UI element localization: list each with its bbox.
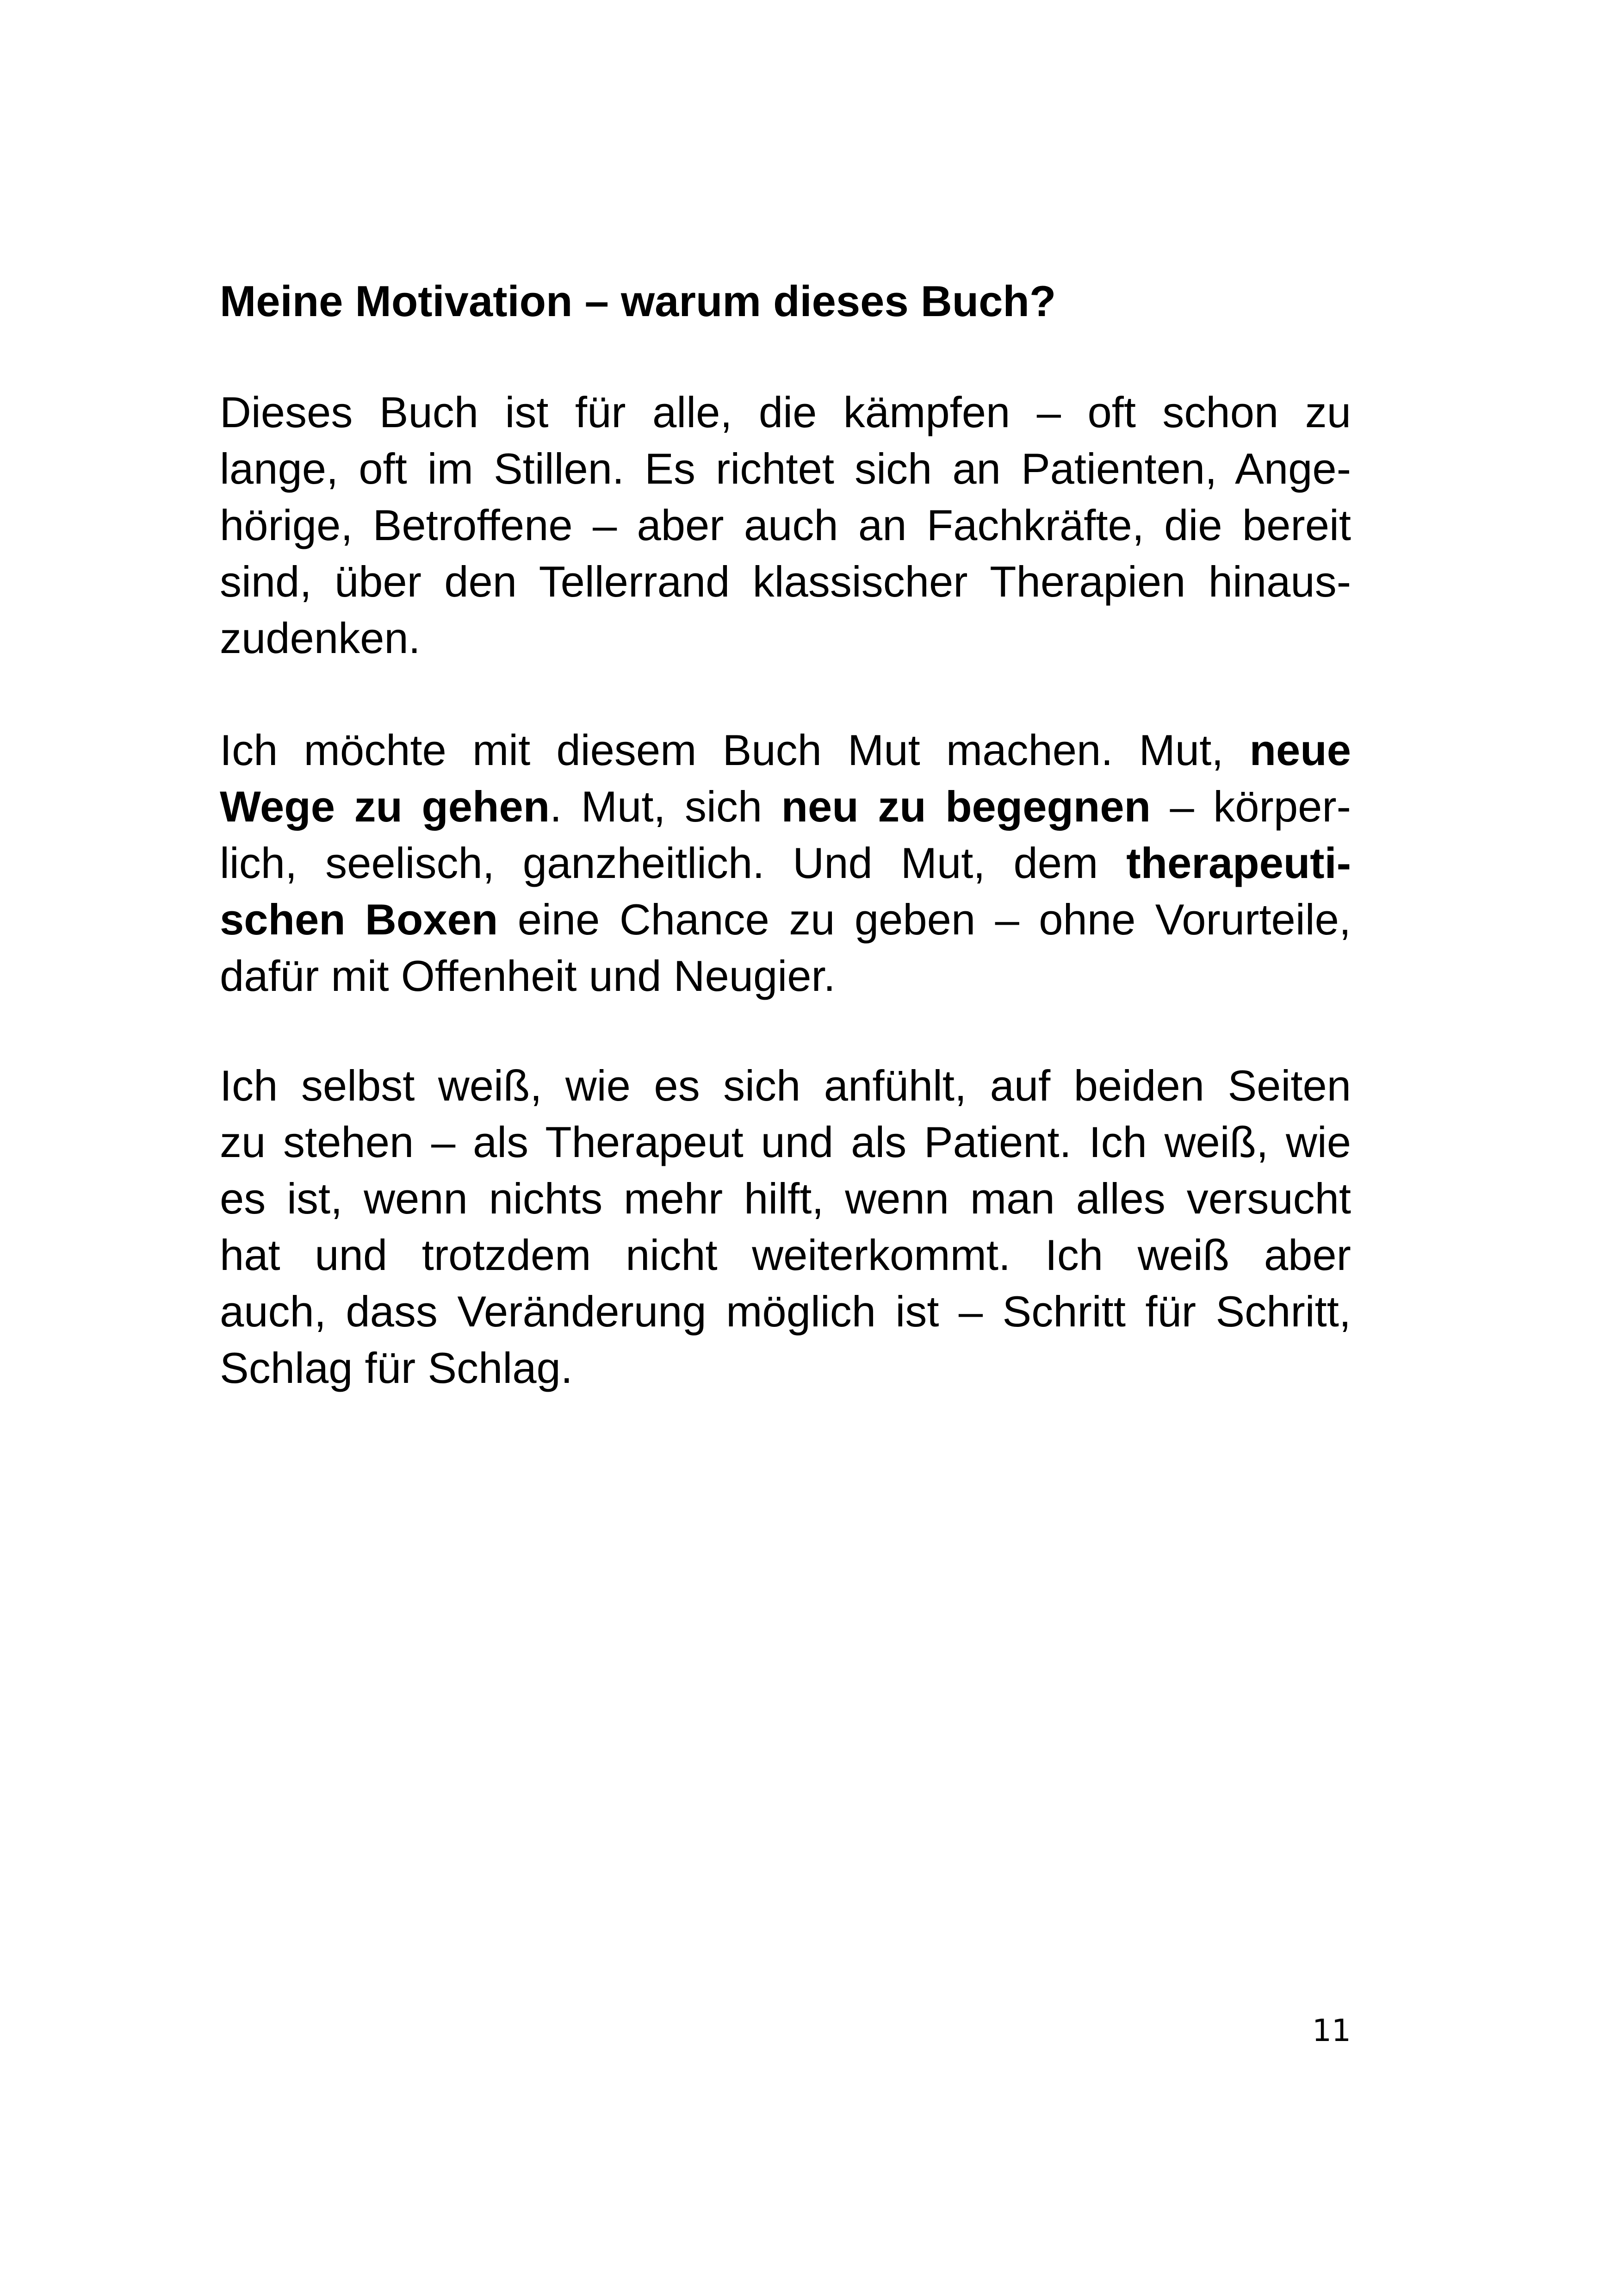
text-line [220, 778, 1351, 835]
emphasis-text: neue [1249, 726, 1351, 774]
text-line: zu stehen – als Therapeut und als Patient. Ich weiß, wie [220, 1118, 1351, 1166]
text-line: lange, oft im Stillen. Es richtet sich an Patienten, Ange- [220, 444, 1351, 493]
text-line: sind, über den Tellerrand klassischer Therapien hinaus- [220, 557, 1351, 606]
text-line [220, 835, 1351, 891]
paragraph-courage [220, 722, 1351, 1004]
text-run: lich, seelisch, ganzheitlich. Und Mut, dem [220, 839, 1127, 887]
text-line: auch, dass Veränderung möglich ist – Schritt für Schritt, [220, 1287, 1351, 1336]
text-run: – körper- [1151, 782, 1351, 831]
text-line: hörige, Betroffene – aber auch an Fachkräfte, die bereit [220, 501, 1351, 549]
text-run: eine Chance zu geben – ohne Vorurteile, [498, 895, 1351, 944]
paragraph-experience [220, 1058, 1351, 1396]
text-line: hat und trotzdem nicht weiterkommt. Ich weiß aber [220, 1231, 1351, 1279]
emphasis-text: Wege zu gehen [220, 782, 550, 831]
page-title: Meine Motivation – warum dieses Buch? [220, 277, 1056, 325]
page-number: 11 [1312, 2013, 1351, 2048]
text-run: . Mut, sich [550, 782, 781, 831]
emphasis-text: schen Boxen [220, 895, 498, 944]
text-line [220, 722, 1351, 778]
text-run: Ich möchte mit diesem Buch Mut machen. Mut, [220, 726, 1250, 774]
text-line: Schlag für Schlag. [220, 1344, 573, 1392]
text-line: dafür mit Offenheit und Neugier. [220, 952, 836, 1000]
paragraph-intro [220, 384, 1351, 666]
emphasis-text: therapeuti- [1126, 839, 1351, 887]
text-line [220, 891, 1351, 948]
text-line: Ich selbst weiß, wie es sich anfühlt, auf beiden Seiten [220, 1061, 1351, 1110]
text-line: zudenken. [220, 614, 421, 662]
emphasis-text: neu zu begegnen [781, 782, 1151, 831]
text-line: Dieses Buch ist für alle, die kämpfen – oft schon zu [220, 388, 1351, 436]
text-line: es ist, wenn nichts mehr hilft, wenn man alles versucht [220, 1174, 1351, 1223]
